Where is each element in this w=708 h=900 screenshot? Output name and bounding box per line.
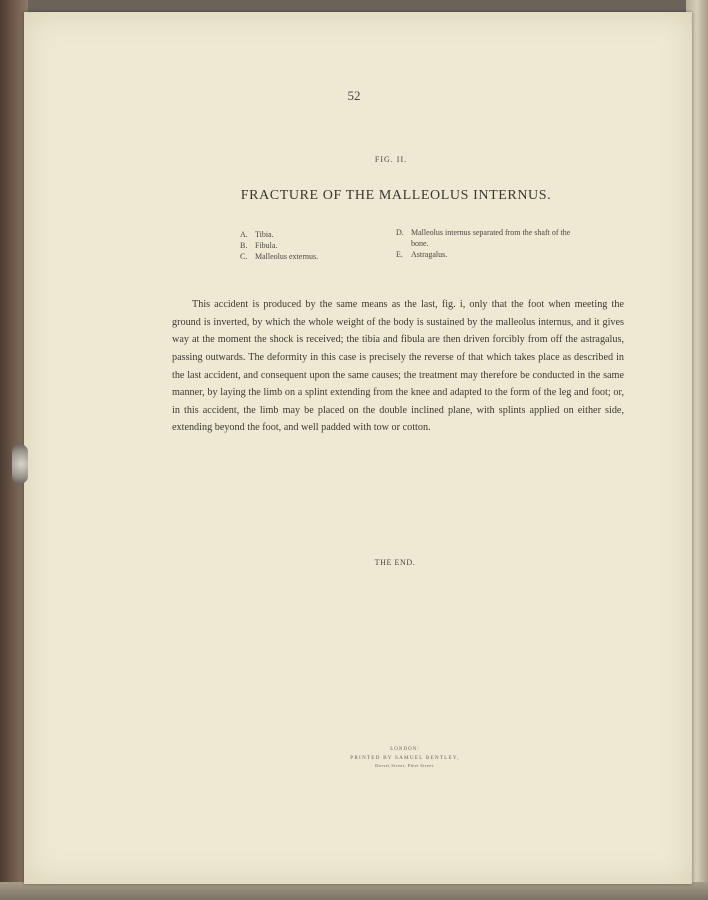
legend-letter: A. <box>240 230 248 239</box>
figure-label: FIG. II. <box>374 155 408 164</box>
legend-right <box>396 227 581 260</box>
legend-letter: B. <box>240 241 248 250</box>
imprint-line-3: Dorset Street, Fleet Street. <box>375 763 435 768</box>
legend-item-d <box>396 227 581 249</box>
printer-imprint <box>0 746 708 770</box>
legend-text: Tibia. <box>255 230 274 239</box>
legend-item-b <box>240 240 318 251</box>
legend-text: Malleolus externus. <box>255 252 319 261</box>
page-title: FRACTURE OF THE MALLEOLUS INTERNUS. <box>240 188 552 203</box>
body-paragraph: This accident is produced by the same means as the last, fig. i, only that the foot when meeting the ground is inverted, by which the whole weight of the body is sustained by the malleolus internus, and it gives way at the moment the shock is received; the tibia and fibula are then driven forcibly from off the astragalus, passing outwards. The deformity in this case is precisely the reverse of that which takes place as described in the last accident, and consequent upon the same causes; the treatment may therefore be conducted in the same manner, by laying the limb on a splint extending from the knee and adapted to the form of the leg and foot; or, in this accident, the limb may be placed on the double inclined plane, with splints applied on either side, extending beyond the foot, and well padded with tow or cotton. <box>172 299 624 434</box>
legend-text: Fibula. <box>255 241 278 250</box>
legend-text: Malleolus internus separated from the shaft of the bone. <box>411 228 571 248</box>
page-edges-bottom <box>0 882 708 900</box>
imprint-line-2: PRINTED BY SAMUEL BENTLEY, <box>350 755 460 761</box>
legend-letter: C. <box>240 252 248 261</box>
legend-letter: E. <box>396 250 403 259</box>
imprint-line-1: LONDON: <box>390 747 420 752</box>
legend-left <box>240 229 318 262</box>
legend-item-e <box>396 249 581 260</box>
binding-clip <box>12 444 28 484</box>
legend-item-a <box>240 229 318 240</box>
page-number: 52 <box>347 88 361 103</box>
the-end-label: THE END. <box>374 558 416 567</box>
legend-text: Astragalus. <box>411 250 448 259</box>
legend-letter: D. <box>396 228 404 237</box>
legend-item-c <box>240 251 318 262</box>
